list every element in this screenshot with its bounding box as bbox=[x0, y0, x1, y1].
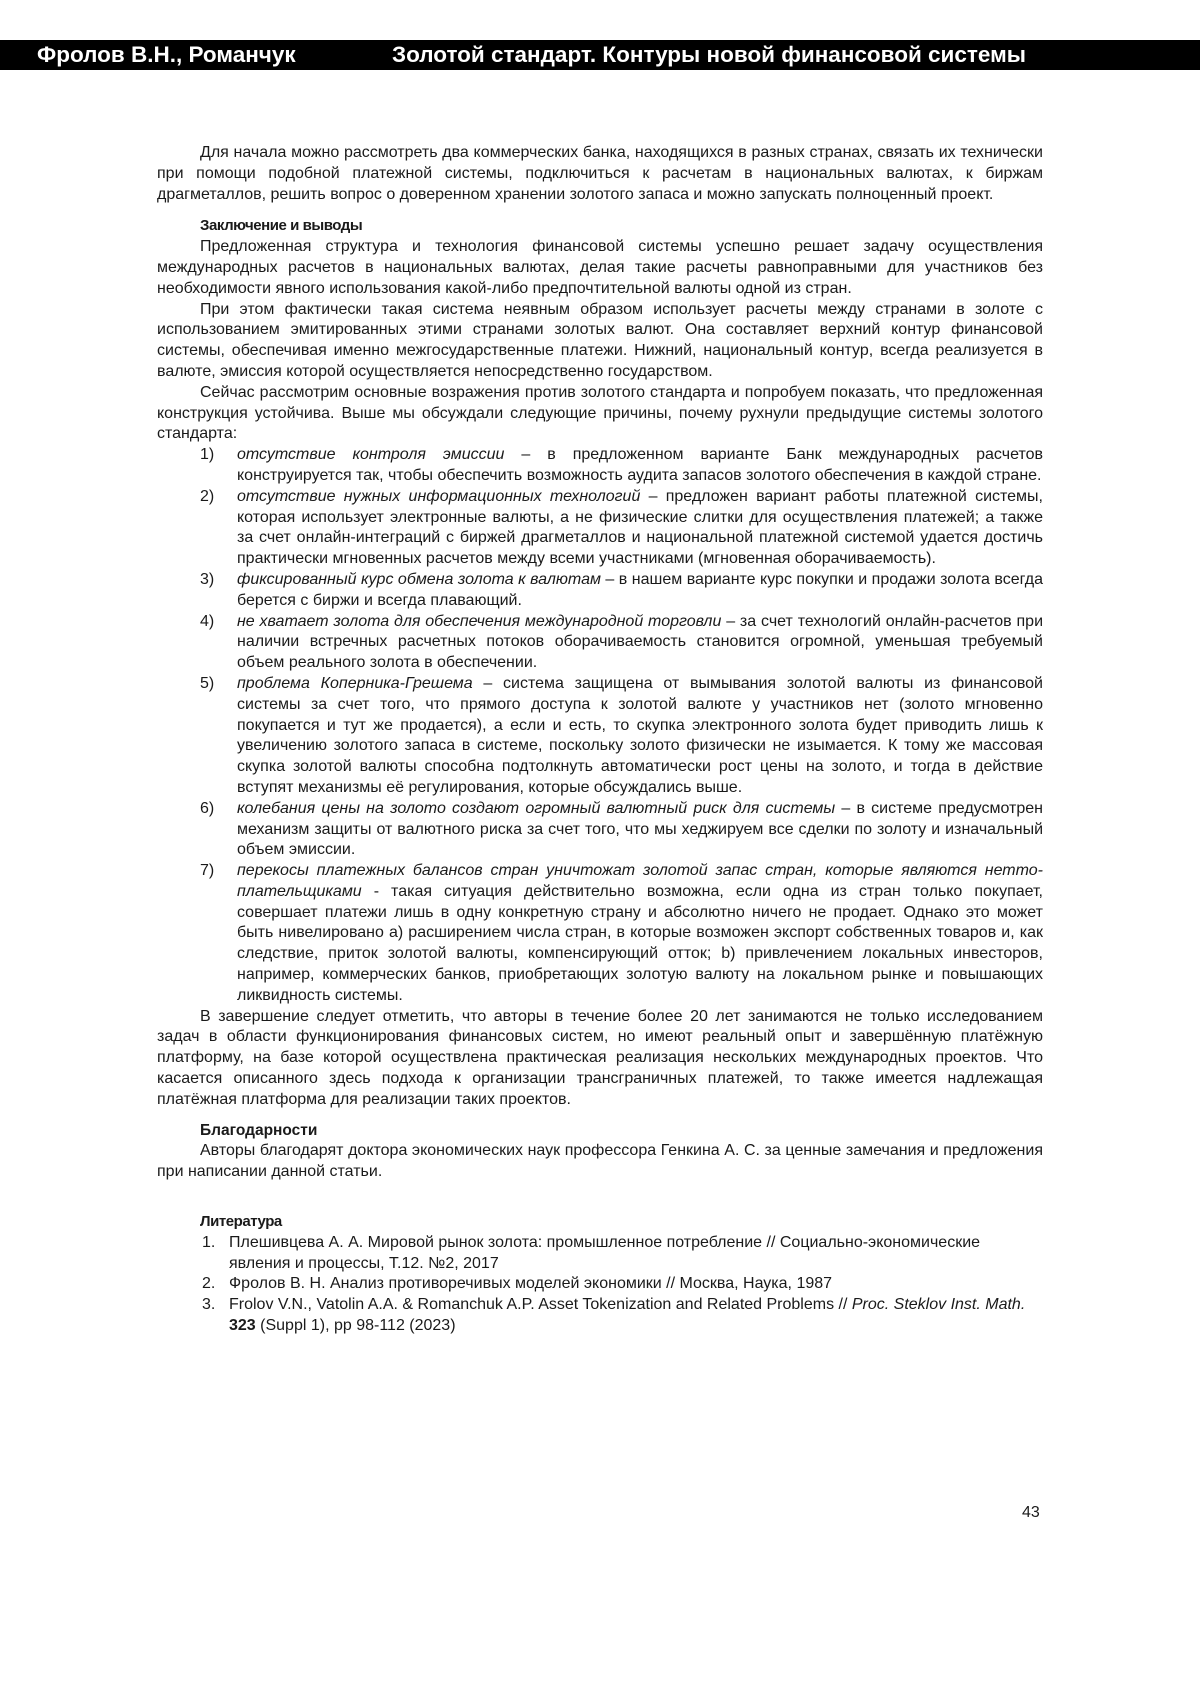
list-item-number: 6) bbox=[200, 799, 215, 817]
list-item bbox=[157, 445, 1043, 487]
header-title: Золотой стандарт. Контуры новой финансовой системы bbox=[392, 42, 1026, 67]
list-item-text: – в системе предусмотрен механизм защиты от валютного риска за счет того, что мы хеджируем все сделки по золоту и изначальный объем эмиссии. bbox=[237, 799, 1044, 859]
list-item-term: проблема Коперника-Грешема bbox=[237, 674, 473, 692]
body-paragraph: При этом фактически такая система неявным образом использует расчеты между странами в золоте с использованием эмитированных этими странами золотых валют. Она составляет верхний контур финансовой системы, обеспечивая именно межгосударственные платежи. Нижний, национальный контур, всегда реализуется в валюте, эмиссия которой осуществляется непосредственно государством. bbox=[157, 300, 1043, 380]
list-item-term: отсутствие нужных информационных технологий bbox=[237, 487, 641, 505]
reference-item bbox=[157, 1274, 1043, 1295]
reference-text: Плешивцева А. А. Мировой рынок золота: промышленное потребление // Социально-экономические явления и процессы, Т.12. №2, 2017 bbox=[229, 1233, 981, 1272]
reference-text: Фролов В. Н. Анализ противоречивых моделей экономики // Москва, Наука, 1987 bbox=[229, 1275, 833, 1293]
list-item-text: - такая ситуация действительно возможна, если одна из стран только покупает, совершает платежи лишь в одну конкретную страну и абсолютно ничего не продает. Однако это может быть нивелировано a) расширением числа стран, в которые возможен экспорт собственных товаров и, как следствие, приток золотой валюты, компенсирующий отток; b) привлечением локальных инвесторов, например, коммерческих банков, приобретающих золотую валюту на локальном рынке и повышающих ликвидность системы. bbox=[237, 882, 1043, 1004]
reference-volume: 323 bbox=[229, 1317, 256, 1335]
list-item bbox=[157, 861, 1043, 1007]
body-paragraph: Сейчас рассмотрим основные возражения против золотого стандарта и попробуем показать, что предложенная конструкция устойчива. Выше мы обсуждали следующие причины, почему рухнули предыдущие системы золотого стандарта: bbox=[157, 383, 1043, 443]
list-item-term: перекосы платежных балансов стран уничтожат золотой запас стран, которые являются нетто-плательщиками bbox=[237, 862, 1043, 900]
acknowledgements-heading: Благодарности bbox=[200, 1121, 318, 1139]
reference-number: 3. bbox=[202, 1296, 216, 1314]
list-item-number: 2) bbox=[200, 487, 215, 505]
list-item-term: фиксированный курс обмена золота к валютам bbox=[237, 570, 601, 588]
list-item-text: – предложен вариант работы платежной системы, которая использует электронные валюты, а не физические слитки для осуществления платежей; а также за счет онлайн-интеграций с биржей драгметаллов и национальной платежной системой удается достичь практически мгновенных расчетов между всеми участниками (мгновенная оборачиваемость). bbox=[237, 487, 1043, 568]
reference-text: Frolov V.N., Vatolin A.A. & Romanchuk A.P. Asset Tokenization and Related Problems // bbox=[229, 1296, 852, 1314]
reference-journal: Proc. Steklov Inst. Math. bbox=[851, 1296, 1026, 1314]
page-number: 43 bbox=[1022, 1504, 1040, 1521]
list-item-term: не хватает золота для обеспечения международной торговли bbox=[237, 612, 722, 630]
list-item-term: отсутствие контроля эмиссии bbox=[237, 446, 505, 464]
list-item bbox=[157, 570, 1043, 612]
list-item bbox=[157, 612, 1043, 674]
conclusions-heading: Заключение и выводы bbox=[200, 217, 363, 235]
acknowledgements-text: Авторы благодарят доктора экономических наук профессора Генкина А. С. за ценные замечания и предложения при написании данной статьи. bbox=[157, 1142, 1043, 1181]
running-header bbox=[0, 40, 1200, 70]
list-item-number: 5) bbox=[200, 674, 215, 692]
list-item-number: 7) bbox=[200, 862, 215, 880]
references-heading: Литература bbox=[200, 1213, 282, 1231]
list-item bbox=[157, 674, 1043, 799]
reference-item bbox=[157, 1295, 1043, 1337]
reference-item bbox=[157, 1233, 1043, 1275]
list-item-number: 1) bbox=[200, 446, 215, 464]
list-item-text: – в нашем варианте курс покупки и продажи золота всегда берется с биржи и всегда плавающий. bbox=[237, 570, 1044, 609]
reference-details: (Suppl 1), pp 98-112 (2023) bbox=[255, 1317, 456, 1335]
intro-paragraph: Для начала можно рассмотреть два коммерческих банка, находящихся в разных странах, связать их технически при помощи подобной платежной системы, подключиться к расчетам в национальных валютах, к биржам драгметаллов, решить вопрос о доверенном хранении золотого запаса и можно запускать полноценный проект. bbox=[157, 144, 1043, 203]
list-item-text: – система защищена от вымывания золотой валюты из финансовой системы за счет того, что прямого доступа к золотой валюте у участников нет (золото мгновенно покупается и тут же продается), а если и есть, то скупка электронного золота будет приводить лишь к увеличению золотого запаса в системе, поскольку золото физически не изымается. К тому же массовая скупка золотой валюты способна подтолкнуть автоматически рост цены на золото, и тогда в действие вступят механизмы её регулирования, которые обсуждались выше. bbox=[237, 674, 1043, 796]
objections-list bbox=[157, 445, 1043, 1007]
closing-paragraph: В завершение следует отметить, что авторы в течение более 20 лет занимаются не только исследованием задач в области функционирования финансовых систем, но имеют реальный опыт и завершённую платёжную платформу, на базе которой осуществлена практическая реализация нескольких международных проектов. Что касается описанного здесь подхода к организации трансграничных платежей, то также имеется надлежащая платёжная платформа для реализации таких проектов. bbox=[157, 1007, 1043, 1108]
list-item-text: – в предложенном варианте Банк международных расчетов конструируется так, чтобы обеспечить возможность аудита запасов золотого обеспечения в каждой стране. bbox=[237, 446, 1043, 484]
list-item bbox=[157, 799, 1043, 861]
list-item-term: колебания цены на золото создают огромный валютный риск для системы bbox=[237, 799, 836, 817]
body-paragraph: Предложенная структура и технология финансовой системы успешно решает задачу осуществления международных расчетов в национальных валютах, делая такие расчеты равноправными для участников без необходимости явного использования какой-либо предпочтительной валюты одной из стран. bbox=[157, 238, 1043, 297]
reference-number: 1. bbox=[202, 1233, 216, 1251]
header-authors: Фролов В.Н., Романчук bbox=[37, 42, 296, 67]
article-body bbox=[157, 143, 1043, 1337]
list-item-number: 4) bbox=[200, 612, 215, 630]
references-list bbox=[157, 1233, 1043, 1337]
list-item-text: – за счет технологий онлайн-расчетов при наличии встречных расчетных потоков оборачиваемость становится огромной, уменьшая требуемый объем реального золота в обеспечении. bbox=[237, 612, 1043, 672]
list-item bbox=[157, 487, 1043, 570]
reference-number: 2. bbox=[202, 1275, 216, 1293]
list-item-number: 3) bbox=[200, 570, 215, 588]
